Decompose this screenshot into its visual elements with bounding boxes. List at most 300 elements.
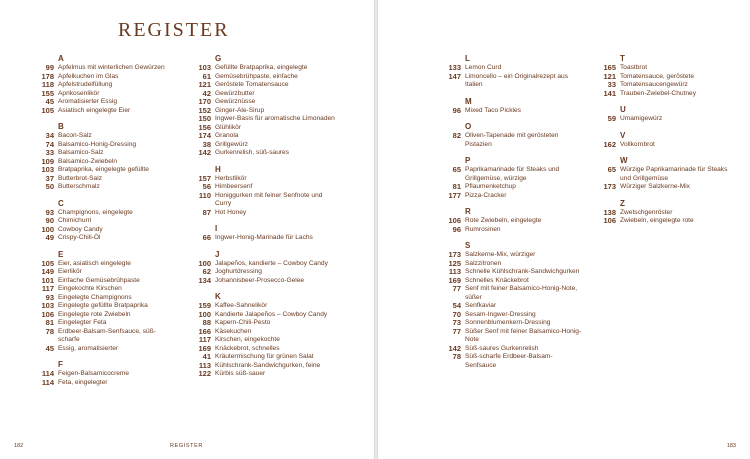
index-entry [191, 234, 337, 243]
index-entry [34, 234, 172, 243]
section-letter: J [215, 249, 220, 259]
entry-recipe-name: Kandierte Jalapeños – Cowboy Candy [215, 310, 328, 318]
entry-recipe-name: Champignons, eingelegte [58, 208, 133, 216]
index-entry [191, 353, 337, 362]
entry-page-number: 49 [45, 233, 54, 242]
index-entry [191, 107, 337, 116]
entry-page-number: 33 [607, 80, 616, 89]
entry-recipe-name: Honiggurken mit feiner Senfnote und Curry [215, 191, 323, 207]
entry-recipe-name: Feta, eingelegter [58, 378, 108, 386]
entry-page-number: 78 [452, 352, 461, 361]
entry-page-number: 169 [448, 275, 461, 285]
section-letter: W [620, 156, 628, 165]
index-entry [596, 64, 732, 73]
index-entry [34, 98, 172, 107]
entry-page-number: 118 [41, 80, 54, 89]
entry-recipe-name: Balsamico-Zwiebeln [58, 157, 117, 165]
entry-recipe-name: Ginger-Ale-Sirup [215, 106, 265, 114]
index-entry [191, 98, 337, 107]
entry-recipe-name: Salzkerne-Mix, würziger [465, 251, 536, 258]
letter-group [34, 199, 172, 243]
entry-recipe-name: Kühlschrank-Sandwichgurken, feine [215, 361, 321, 369]
index-entry [596, 115, 732, 124]
entry-recipe-name: Hot Honey [215, 208, 247, 216]
index-entry [191, 319, 337, 328]
section-letter: G [215, 54, 222, 63]
letter-group [441, 122, 583, 149]
entry-page-number: 93 [45, 292, 54, 302]
section-letter: F [58, 360, 63, 369]
index-entry [34, 158, 172, 167]
index-entry [34, 166, 172, 175]
entry-recipe-name: Rumrosinen [465, 225, 501, 233]
entry-recipe-name: Ingwer-Basis für aromatische Limonaden [215, 115, 335, 122]
entry-page-number: 103 [41, 165, 54, 174]
entry-page-number: 56 [202, 182, 211, 191]
entry-page-number: 61 [202, 71, 211, 81]
entry-recipe-name: Käsekuchen [215, 327, 252, 335]
entry-recipe-name: Sesam-Ingwer-Dressing [465, 310, 536, 318]
entry-page-number: 114 [41, 377, 54, 387]
entry-page-number: 66 [202, 233, 211, 242]
entry-recipe-name: Tomatensauce, geröstete [620, 72, 695, 80]
section-letter: O [465, 122, 472, 131]
entry-recipe-name: Knäckebrot, schnelles [215, 344, 280, 352]
left-page [0, 0, 374, 459]
index-entry [441, 217, 583, 226]
entry-recipe-name: Tomatensaucengewürz [620, 81, 688, 88]
entry-page-number: 113 [198, 360, 211, 370]
index-entry [441, 132, 583, 149]
entry-recipe-name: Eier, asiatisch eingelegte [58, 259, 131, 267]
index-entry [34, 345, 172, 354]
index-entry [191, 124, 337, 133]
entry-page-number: 87 [202, 207, 211, 217]
entry-page-number: 149 [41, 267, 54, 276]
section-letter: V [620, 130, 626, 140]
entry-recipe-name: Kürbis süß-sauer [215, 370, 266, 377]
entry-recipe-name: Einfache Gemüsebrühpaste [58, 276, 140, 284]
entry-page-number: 73 [452, 318, 461, 327]
section-letter: R [465, 207, 471, 216]
entry-page-number: 54 [452, 301, 461, 310]
entry-recipe-name: Apfelkuchen im Glas [58, 72, 119, 80]
letter-group [34, 122, 172, 192]
entry-page-number: 142 [198, 148, 211, 157]
entry-page-number: 134 [198, 275, 211, 285]
entry-recipe-name: Eingelegte rote Zwiebeln [58, 310, 131, 318]
entry-recipe-name: Lemon Curd [465, 64, 502, 71]
entry-page-number: 74 [45, 139, 54, 149]
index-entry [191, 90, 337, 99]
entry-page-number: 150 [198, 114, 211, 123]
entry-page-number: 96 [452, 105, 461, 115]
entry-recipe-name: Umamigewürz [620, 115, 663, 122]
entry-recipe-name: Kräutermischung für grünen Salat [215, 353, 314, 360]
entry-recipe-name: Gefüllte Bratpaprika, eingelegte [215, 64, 308, 71]
entry-recipe-name: Chimichurri [58, 217, 92, 224]
index-entry [191, 149, 337, 158]
index-entry [596, 81, 732, 90]
index-column [191, 54, 337, 386]
index-entry [441, 345, 583, 354]
index-entry [191, 302, 337, 311]
index-entry [34, 379, 172, 388]
index-entry [34, 226, 172, 235]
entry-recipe-name: Erdbeer-Balsam-Senfsauce, süß-scharfe [58, 327, 156, 343]
section-letter: C [58, 198, 64, 208]
index-entry [34, 328, 172, 345]
entry-recipe-name: Johannisbeer-Prosecco-Gelee [215, 276, 305, 284]
index-entry [441, 353, 583, 370]
letter-group [596, 199, 732, 226]
entry-recipe-name: Balsamico-Honig-Dressing [58, 140, 137, 148]
entry-page-number: 147 [448, 71, 461, 81]
page-number-right: 183 [726, 443, 736, 449]
entry-page-number: 77 [452, 326, 461, 336]
entry-page-number: 157 [198, 173, 211, 183]
entry-recipe-name: Eingelegte gefüllte Bratpaprika [58, 302, 148, 309]
index-entry [34, 268, 172, 277]
entry-page-number: 100 [41, 224, 54, 234]
letter-group [596, 54, 732, 98]
entry-recipe-name: Oliven-Tapenade mit gerösteten Pistazien [465, 132, 559, 148]
entry-recipe-name: Crispy-Chili-Öl [58, 234, 101, 241]
index-entry [191, 192, 337, 209]
entry-page-number: 121 [603, 71, 616, 81]
entry-recipe-name: Granola [215, 132, 239, 139]
entry-recipe-name: Süß-saures Gurkenrelish [465, 344, 539, 352]
index-entry [191, 64, 337, 73]
entry-page-number: 105 [41, 105, 54, 115]
entry-recipe-name: Geröstete Tomatensauce [215, 81, 289, 88]
index-entry [191, 311, 337, 320]
entry-recipe-name: Herbstlikör [215, 174, 247, 182]
entry-page-number: 45 [45, 97, 54, 106]
index-entry [34, 90, 172, 99]
entry-page-number: 155 [41, 88, 54, 98]
index-entry [34, 277, 172, 286]
index-entry [191, 268, 337, 277]
index-entry [191, 345, 337, 354]
entry-recipe-name: Kaffee-Sahnelikör [215, 302, 268, 309]
section-letter: H [215, 164, 221, 174]
entry-page-number: 50 [45, 182, 54, 191]
letter-group [596, 156, 732, 192]
section-letter: K [215, 292, 221, 301]
entry-page-number: 121 [198, 80, 211, 89]
entry-recipe-name: Bratpaprika, eingelegte gefüllte [58, 166, 149, 173]
entry-recipe-name: Gewürznüsse [215, 98, 256, 105]
entry-page-number: 90 [45, 216, 54, 225]
index-entry [441, 107, 583, 116]
entry-page-number: 103 [41, 301, 54, 310]
index-entry [34, 81, 172, 90]
entry-page-number: 162 [603, 139, 616, 149]
letter-group [596, 131, 732, 150]
entry-recipe-name: Sonnenblumenkern-Dressing [465, 319, 551, 326]
entry-page-number: 93 [45, 207, 54, 217]
entry-recipe-name: Balsamico-Salz [58, 149, 104, 156]
entry-page-number: 142 [448, 343, 461, 353]
entry-page-number: 100 [198, 309, 211, 319]
letter-group [441, 241, 583, 370]
entry-recipe-name: Gurkenrelish, süß-saures [215, 149, 290, 156]
letter-group [191, 250, 337, 286]
entry-page-number: 81 [45, 318, 54, 327]
entry-page-number: 105 [41, 258, 54, 268]
index-entry [596, 141, 732, 150]
index-entry [596, 166, 732, 183]
entry-page-number: 34 [45, 131, 54, 140]
entry-recipe-name: Süß-scharfe Erdbeer-Balsam-Senfsauce [465, 353, 553, 369]
entry-page-number: 100 [198, 258, 211, 268]
entry-recipe-name: Limoncello – ein Originalrezept aus Italien [465, 72, 568, 88]
entry-page-number: 65 [607, 165, 616, 174]
entry-recipe-name: Trauben-Zwiebel-Chutney [620, 89, 696, 97]
entry-recipe-name: Salzzitronen [465, 259, 502, 267]
index-entry [34, 183, 172, 192]
index-entry [441, 277, 583, 286]
index-entry [34, 132, 172, 141]
letter-group [191, 54, 337, 158]
letter-group [441, 156, 583, 200]
entry-page-number: 133 [448, 63, 461, 72]
entry-page-number: 109 [41, 156, 54, 166]
entry-page-number: 106 [603, 216, 616, 225]
index-entry [34, 141, 172, 150]
index-entry [191, 362, 337, 371]
entry-page-number: 42 [202, 88, 211, 98]
entry-recipe-name: Eingelegter Feta [58, 319, 107, 326]
entry-page-number: 113 [448, 267, 461, 276]
index-entry [441, 311, 583, 320]
letter-group [441, 97, 583, 116]
entry-page-number: 138 [603, 207, 616, 217]
index-entry [191, 141, 337, 150]
letter-group [34, 360, 172, 387]
entry-recipe-name: Kapern-Chili-Pesto [215, 319, 271, 326]
entry-page-number: 59 [607, 114, 616, 123]
index-entry [441, 166, 583, 183]
entry-recipe-name: Zwiebeln, eingelegte rote [620, 217, 694, 224]
index-entry [191, 260, 337, 269]
index-entry [441, 226, 583, 235]
entry-page-number: 170 [198, 97, 211, 106]
entry-page-number: 45 [45, 343, 54, 353]
letter-group [191, 292, 337, 379]
entry-page-number: 174 [198, 131, 211, 140]
entry-page-number: 106 [41, 309, 54, 319]
index-entry [191, 81, 337, 90]
entry-page-number: 41 [202, 352, 211, 361]
entry-recipe-name: Vollkornbrot [620, 140, 655, 148]
index-entry [441, 319, 583, 328]
index-entry [596, 90, 732, 99]
section-letter: U [620, 105, 626, 114]
entry-recipe-name: Süßer Senf mit feiner Balsamico-Honig-Note [465, 327, 582, 343]
entry-recipe-name: Schnelles Knäckebrot [465, 276, 529, 284]
entry-page-number: 114 [41, 369, 54, 378]
entry-page-number: 99 [45, 63, 54, 72]
index-entry [191, 328, 337, 337]
entry-recipe-name: Gemüsebrühpaste, einfache [215, 72, 298, 80]
section-letter: B [58, 122, 64, 131]
entry-page-number: 96 [452, 224, 461, 234]
entry-recipe-name: Paprikamarinade für Steaks und Grillgemüse, würzige [465, 166, 560, 182]
entry-recipe-name: Apfelstrudelfüllung [58, 81, 113, 88]
entry-page-number: 173 [603, 182, 616, 191]
index-entry [441, 268, 583, 277]
letter-group [34, 250, 172, 354]
index-column [441, 54, 583, 377]
index-entry [441, 302, 583, 311]
page-title: REGISTER [118, 19, 230, 41]
entry-page-number: 101 [41, 275, 54, 285]
index-column [596, 54, 732, 233]
entry-recipe-name: Essig, aromatisierter [58, 344, 119, 352]
entry-page-number: 33 [45, 148, 54, 157]
index-entry [191, 115, 337, 124]
entry-page-number: 178 [41, 71, 54, 81]
index-entry [441, 251, 583, 260]
entry-recipe-name: Himbeersenf [215, 183, 253, 190]
entry-recipe-name: Aromatisierter Essig [58, 98, 117, 105]
entry-recipe-name: Senf mit feiner Balsamico-Honig-Note, süßer [465, 285, 578, 301]
index-entry [191, 336, 337, 345]
index-entry [596, 217, 732, 226]
entry-recipe-name: Rote Zwiebeln, eingelegte [465, 217, 542, 224]
entry-page-number: 88 [202, 318, 211, 327]
entry-recipe-name: Gewürzbutter [215, 89, 255, 97]
entry-page-number: 78 [45, 326, 54, 336]
entry-page-number: 106 [448, 216, 461, 225]
entry-page-number: 152 [198, 105, 211, 115]
entry-page-number: 103 [198, 63, 211, 72]
entry-recipe-name: Butterschmalz [58, 183, 100, 190]
index-entry [596, 209, 732, 218]
entry-page-number: 77 [452, 284, 461, 293]
entry-recipe-name: Würziger Salzkerne-Mix [620, 183, 690, 190]
entry-page-number: 62 [202, 267, 211, 276]
section-letter: E [58, 249, 64, 259]
entry-recipe-name: Apfelmus mit winterlichen Gewürzen [58, 64, 165, 71]
index-entry [34, 311, 172, 320]
entry-page-number: 110 [198, 190, 211, 200]
index-entry [441, 192, 583, 201]
index-entry [34, 73, 172, 82]
section-letter: A [58, 54, 64, 63]
page-number-left: 182 [14, 443, 24, 449]
entry-page-number: 177 [448, 190, 461, 200]
letter-group [191, 165, 337, 218]
index-entry [191, 175, 337, 184]
running-head: REGISTER [170, 443, 203, 449]
index-entry [596, 183, 732, 192]
entry-page-number: 141 [603, 88, 616, 98]
index-entry [34, 370, 172, 379]
entry-recipe-name: Aprikosenlikör [58, 89, 100, 97]
entry-recipe-name: Joghurtdressing [215, 268, 262, 275]
index-entry [34, 149, 172, 158]
index-entry [191, 209, 337, 218]
index-entry [441, 260, 583, 269]
entry-recipe-name: Ingwer-Honig-Marinade für Lachs [215, 234, 313, 241]
entry-page-number: 37 [45, 173, 54, 183]
entry-page-number: 81 [452, 182, 461, 191]
index-entry [191, 277, 337, 286]
entry-page-number: 65 [452, 165, 461, 174]
section-letter: M [465, 96, 472, 106]
index-entry [34, 107, 172, 116]
section-letter: S [465, 241, 471, 250]
index-entry [441, 64, 583, 73]
entry-recipe-name: Pizza-Cracker [465, 191, 507, 199]
index-entry [191, 73, 337, 82]
entry-recipe-name: Kirschen, eingekochte [215, 336, 280, 343]
entry-page-number: 173 [448, 250, 461, 259]
index-entry [191, 183, 337, 192]
letter-group [34, 54, 172, 115]
entry-page-number: 159 [198, 301, 211, 310]
index-entry [34, 294, 172, 303]
index-entry [596, 73, 732, 82]
index-entry [34, 217, 172, 226]
entry-recipe-name: Schnelle Kühlschrank-Sandwichgurken [465, 268, 580, 275]
section-letter: I [215, 224, 218, 233]
letter-group [441, 54, 583, 90]
index-entry [441, 73, 583, 90]
index-entry [34, 175, 172, 184]
entry-recipe-name: Eingelegte Champignons [58, 293, 132, 301]
entry-page-number: 122 [198, 369, 211, 378]
index-entry [34, 260, 172, 269]
index-entry [34, 319, 172, 328]
letter-group [441, 207, 583, 234]
entry-page-number: 117 [41, 284, 54, 293]
index-entry [441, 183, 583, 192]
section-letter: Z [620, 198, 625, 208]
index-entry [34, 302, 172, 311]
letter-group [191, 224, 337, 243]
entry-recipe-name: Mixed Taco Pickles [465, 106, 521, 114]
section-letter: T [620, 54, 625, 63]
entry-recipe-name: Glühlikör [215, 123, 242, 131]
index-entry [34, 64, 172, 73]
index-column [34, 54, 172, 394]
entry-page-number: 156 [198, 122, 211, 132]
entry-page-number: 70 [452, 309, 461, 319]
entry-recipe-name: Zwetschgenröster [620, 208, 673, 216]
letter-group [596, 105, 732, 124]
entry-recipe-name: Asiatisch eingelegte Eier [58, 106, 131, 114]
section-letter: L [465, 54, 470, 63]
entry-recipe-name: Toastbrot [620, 64, 648, 71]
entry-page-number: 165 [603, 63, 616, 72]
entry-recipe-name: Grillgewürz [215, 140, 248, 148]
entry-recipe-name: Bacon-Salz [58, 132, 92, 139]
entry-page-number: 38 [202, 139, 211, 149]
index-entry [191, 370, 337, 379]
entry-recipe-name: Eierlikör [58, 268, 82, 275]
entry-recipe-name: Pflaumenketchup [465, 183, 516, 190]
entry-recipe-name: Butterbrot-Salz [58, 174, 102, 182]
entry-page-number: 117 [198, 335, 211, 344]
entry-recipe-name: Cowboy Candy [58, 225, 103, 233]
entry-recipe-name: Jalapeños, kandierte – Cowboy Candy [215, 259, 328, 267]
index-entry [441, 328, 583, 345]
index-entry [34, 209, 172, 218]
